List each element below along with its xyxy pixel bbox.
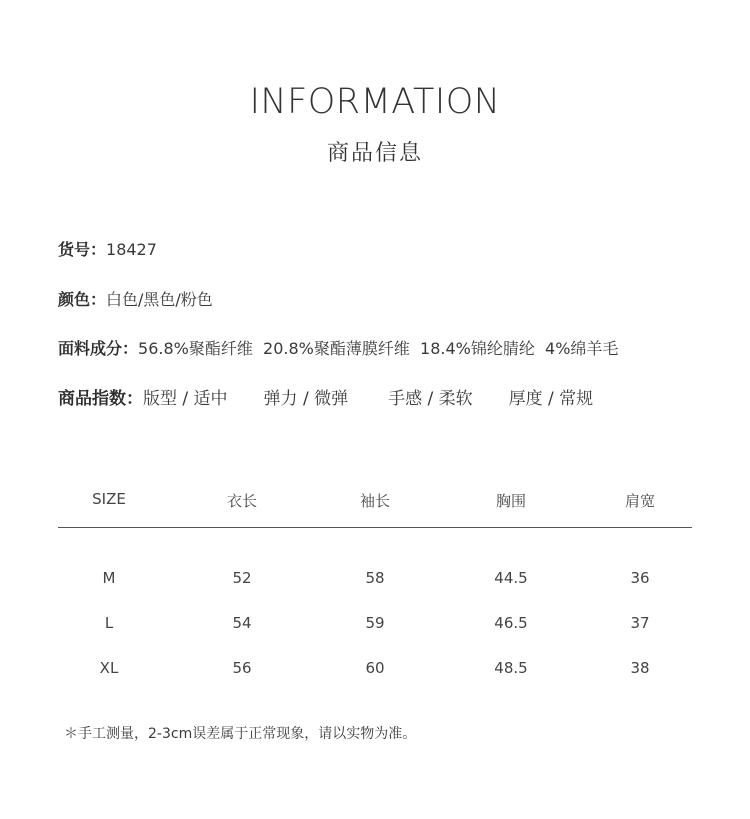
cell-shoulder: 36 xyxy=(630,569,650,587)
measurement-footnote: ＊手工测量，2-3cm误差属于正常现象，请以实物为准。 xyxy=(64,726,417,742)
cell-length: 56 xyxy=(232,659,252,677)
color-value: 白色/黑色/粉色 xyxy=(106,290,213,309)
color-label: 颜色： xyxy=(58,290,107,309)
cell-size: M xyxy=(102,569,116,587)
color-row xyxy=(58,287,213,310)
page-subtitle: 商品信息 xyxy=(326,141,423,166)
cell-size: L xyxy=(104,614,114,632)
cell-sleeve: 59 xyxy=(365,614,385,632)
cell-chest: 44.5 xyxy=(494,569,528,587)
header-sleeve: 袖长 xyxy=(359,492,390,510)
size-table xyxy=(58,480,692,694)
cell-length: 52 xyxy=(232,569,252,587)
cell-sleeve: 58 xyxy=(365,569,385,587)
cell-chest: 46.5 xyxy=(494,614,528,632)
item-number-value: 18427 xyxy=(106,240,157,259)
cell-sleeve: 60 xyxy=(365,659,385,677)
product-index-row xyxy=(58,384,593,409)
table-row xyxy=(58,604,692,649)
size-table-header xyxy=(58,480,692,528)
header-shoulder: 肩宽 xyxy=(624,492,655,510)
header-length: 衣长 xyxy=(226,492,257,510)
index-thickness: 厚度 / 常规 xyxy=(508,389,594,409)
material-value: 56.8%聚酯纤维 20.8%聚酯薄膜纤维 18.4%锦纶腈纶 4%绵羊毛 xyxy=(138,339,619,358)
size-table-body xyxy=(58,559,692,694)
header-chest: 胸围 xyxy=(495,492,526,510)
page-title: INFORMATION xyxy=(249,82,501,122)
cell-chest: 48.5 xyxy=(494,659,528,677)
item-number-label: 货号： xyxy=(58,240,107,259)
material-label: 面料成分： xyxy=(58,339,139,358)
index-feel: 手感 / 柔软 xyxy=(388,389,473,409)
cell-shoulder: 38 xyxy=(630,659,650,677)
item-number-row xyxy=(58,237,157,260)
index-fit: 版型 / 适中 xyxy=(143,389,228,409)
product-index-label: 商品指数： xyxy=(58,389,143,409)
cell-length: 54 xyxy=(232,614,252,632)
index-elasticity: 弹力 / 微弹 xyxy=(263,389,349,409)
header-size: SIZE xyxy=(92,490,126,508)
table-row xyxy=(58,559,692,604)
cell-shoulder: 37 xyxy=(630,614,650,632)
cell-size: XL xyxy=(99,659,119,677)
table-row xyxy=(58,649,692,694)
material-row xyxy=(58,336,618,359)
